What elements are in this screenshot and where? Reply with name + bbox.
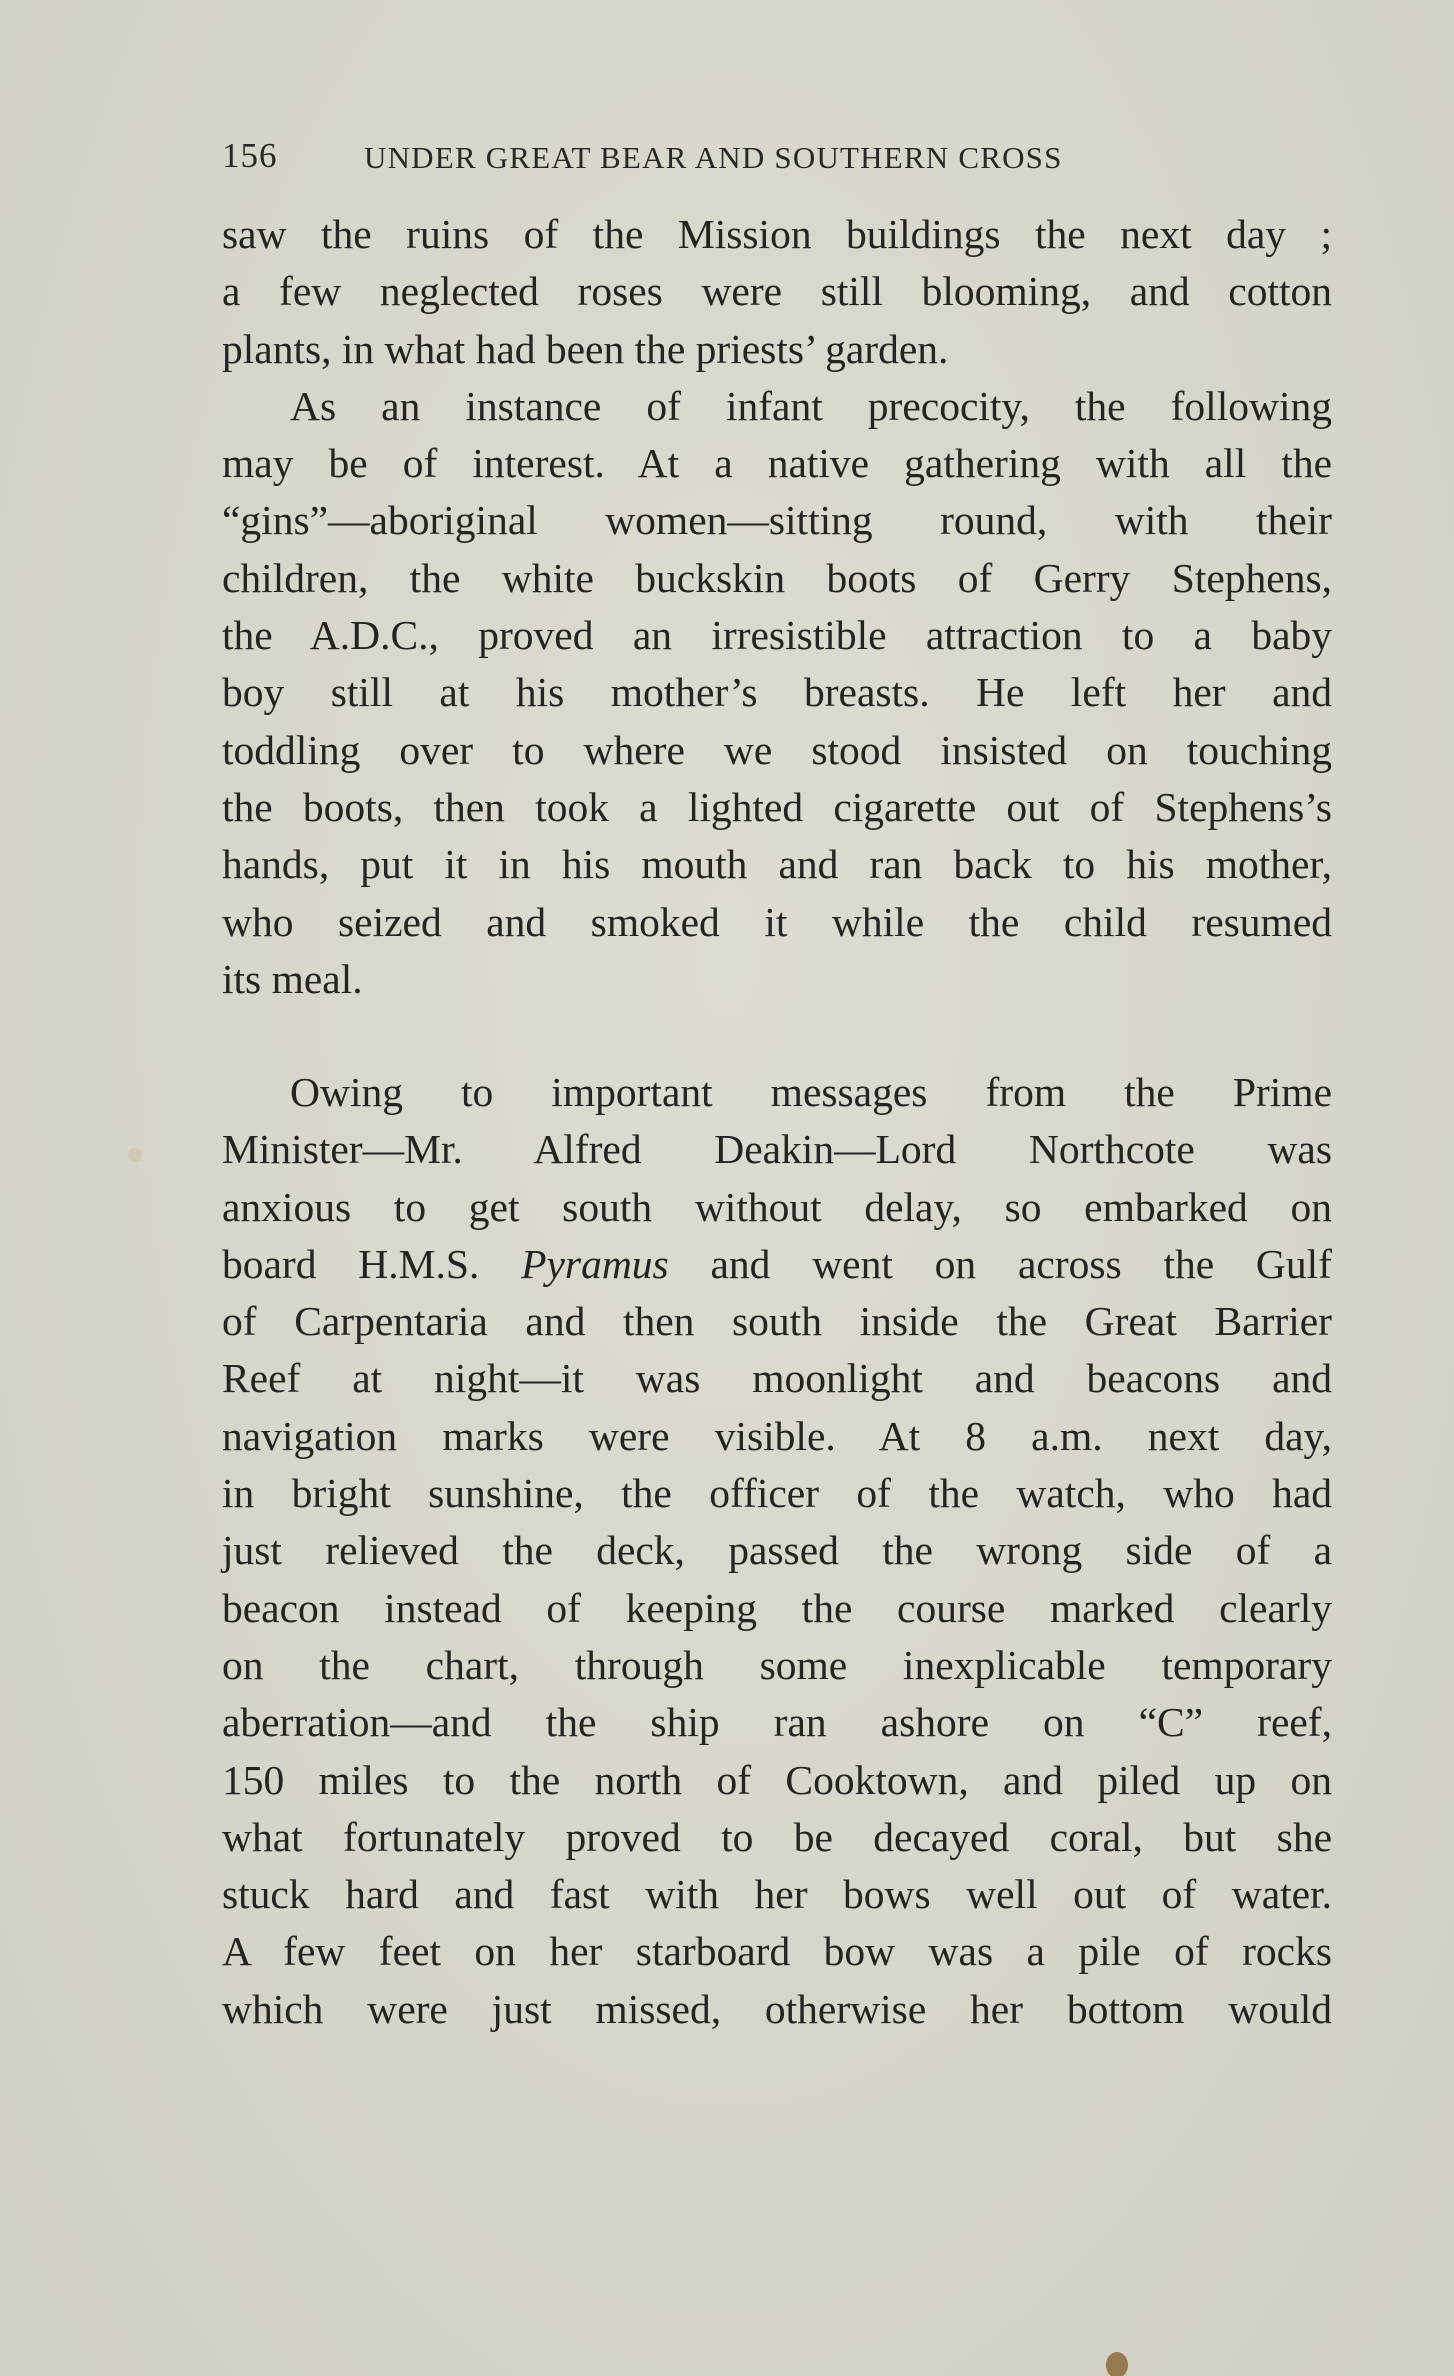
text-line: Owing to important messages from the Prime [290, 1069, 1332, 1115]
text-line: toddling over to where we stood insisted on touching [222, 726, 1332, 773]
text-line: Reef at night—it was moonlight and beacons and [222, 1355, 1332, 1402]
text-line: its meal. [222, 955, 363, 1002]
text-line: on the chart, through some inexplicable temporary [222, 1641, 1332, 1688]
text-line: hands, put it in his mouth and ran back to his mother, [222, 841, 1332, 888]
ship-name: Pyramus [521, 1240, 669, 1287]
text-line: A few feet on her starboard bow was a pile of rocks [222, 1928, 1332, 1975]
page-header [222, 136, 1334, 186]
text-line: beacon instead of keeping the course marked clearly [222, 1584, 1332, 1631]
page-number: 156 [222, 136, 278, 175]
text-line: As an instance of infant precocity, the following [290, 382, 1332, 429]
text-line: of Carpentaria and then south inside the Great Barrier [222, 1298, 1332, 1345]
running-head: UNDER GREAT BEAR AND SOUTHERN CROSS [364, 140, 1063, 175]
text-line-with-ship-name [222, 1236, 1332, 1293]
text-line: the boots, then took a lighted cigarette out of Stephens’s [222, 783, 1332, 830]
text-line: who seized and smoked it while the child resumed [222, 898, 1332, 945]
text-line: Minister—Mr. Alfred Deakin—Lord Northcote was [222, 1126, 1332, 1173]
text-line: what fortunately proved to be decayed coral, but she [222, 1813, 1332, 1860]
text-line: 150 miles to the north of Cooktown, and piled up on [222, 1756, 1332, 1803]
text-line: children, the white buckskin boots of Gerry Stephens, [222, 554, 1332, 601]
text-line: “gins”—aboriginal women—sitting round, with their [222, 497, 1332, 544]
text-line: just relieved the deck, passed the wrong side of a [222, 1527, 1332, 1574]
text-fragment: and went on across the Gulf [710, 1240, 1333, 1287]
text-line: navigation marks were visible. At 8 a.m. next day, [222, 1412, 1332, 1459]
text-line: may be of interest. At a native gathering with all the [222, 440, 1332, 487]
text-line: saw the ruins of the Mission buildings the next day ; [222, 211, 1332, 257]
paper-spot [128, 1148, 142, 1162]
text-line: aberration—and the ship ran ashore on “C” reef, [222, 1699, 1332, 1746]
paragraph-1 [222, 206, 1332, 1008]
text-line: the A.D.C., proved an irresistible attraction to a baby [222, 612, 1332, 659]
paragraph-2 [222, 1064, 1332, 2038]
ink-spot [1106, 2352, 1128, 2376]
text-line: in bright sunshine, the officer of the watch, who had [222, 1470, 1332, 1517]
text-fragment: board H.M.S. [222, 1240, 480, 1287]
text-line: boy still at his mother’s breasts. He left her and [222, 669, 1332, 716]
text-line: stuck hard and fast with her bows well out of water. [222, 1871, 1332, 1918]
text-line: which were just missed, otherwise her bottom would [222, 1985, 1332, 2032]
text-line: anxious to get south without delay, so embarked on [222, 1183, 1332, 1230]
text-line: plants, in what had been the priests’ garden. [222, 325, 949, 372]
text-line: a few neglected roses were still blooming, and cotton [222, 268, 1332, 315]
